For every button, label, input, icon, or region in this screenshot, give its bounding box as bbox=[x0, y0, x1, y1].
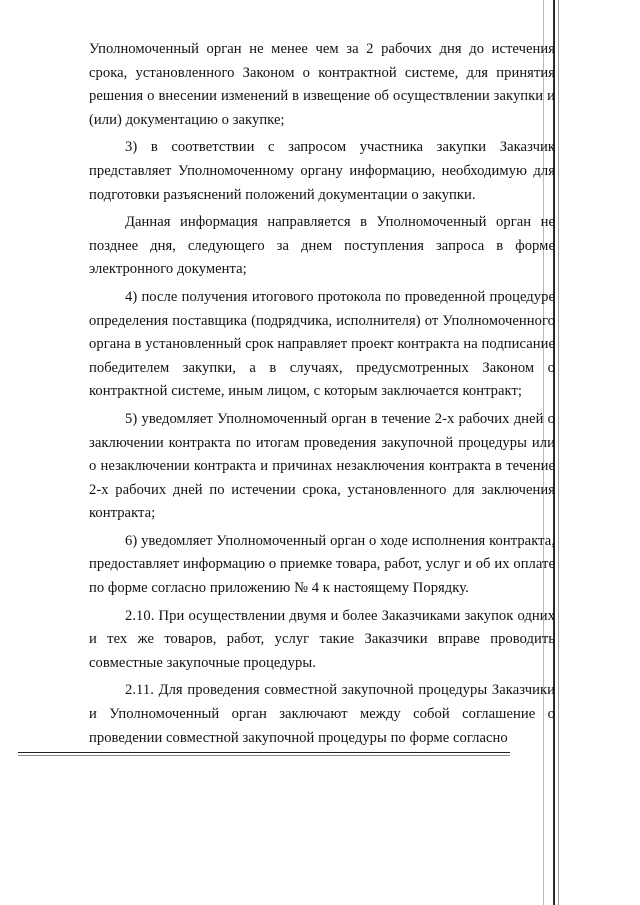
paragraph-item-3: 3) в соответствии с запросом участника закупки Заказчик представляет Уполномоченному органу информацию, необходимую для подготовки разъяснений положений документации о закупки. bbox=[89, 139, 555, 203]
paragraph-item-5: 5) уведомляет Уполномоченный орган в течение 2-х рабочих дней о заключении контракта по итогам проведения закупочной процедуры или о незаключении контракта и причинах незаключения контракта в течение 2-х рабочих дней по истечении срока, установленного для заключения контракта; bbox=[89, 410, 555, 522]
footer-rule bbox=[18, 755, 510, 756]
paragraph-item-6: 6) уведомляет Уполномоченный орган о ходе исполнения контракта, предоставляет информацию о приемке товара, работ, услуг и об их оплате по форме согласно приложению № 4 к настоящему Порядку. bbox=[89, 532, 555, 597]
paragraph-continuation: Уполномоченный орган не менее чем за 2 рабочих дня до истечения срока, установленного Законом о контрактной системе, для принятия решения о внесении изменений в извещение об осуществлении закупки и (или) документацию о закупке; bbox=[89, 41, 555, 128]
document-body bbox=[89, 38, 555, 750]
paragraph-info-note: Данная информация направляется в Уполномоченный орган не позднее дня, следующего за днем поступления запроса в форме электронного документа; bbox=[89, 214, 555, 278]
paragraph-2-11: 2.11. Для проведения совместной закупочной процедуры Заказчики и Уполномоченный орган заключают между собой соглашение о проведении совместной закупочной процедуры по форме согласно bbox=[89, 682, 555, 746]
scan-edge-line bbox=[558, 0, 559, 905]
paragraph-2-10: 2.10. При осуществлении двумя и более Заказчиками закупок одних и тех же товаров, работ, услуг такие Заказчики вправе проводить совместные закупочные процедуры. bbox=[89, 607, 555, 671]
footer-rule bbox=[18, 752, 510, 753]
paragraph-item-4: 4) после получения итогового протокола по проведенной процедуре определения поставщика (подрядчика, исполнителя) от Уполномоченного органа в установленный срок направляет проект контракта на подписание победителем закупки, а в случаях, предусмотренных Законом о контрактной системе, иным лицом, с которым заключается контракт; bbox=[89, 288, 555, 400]
